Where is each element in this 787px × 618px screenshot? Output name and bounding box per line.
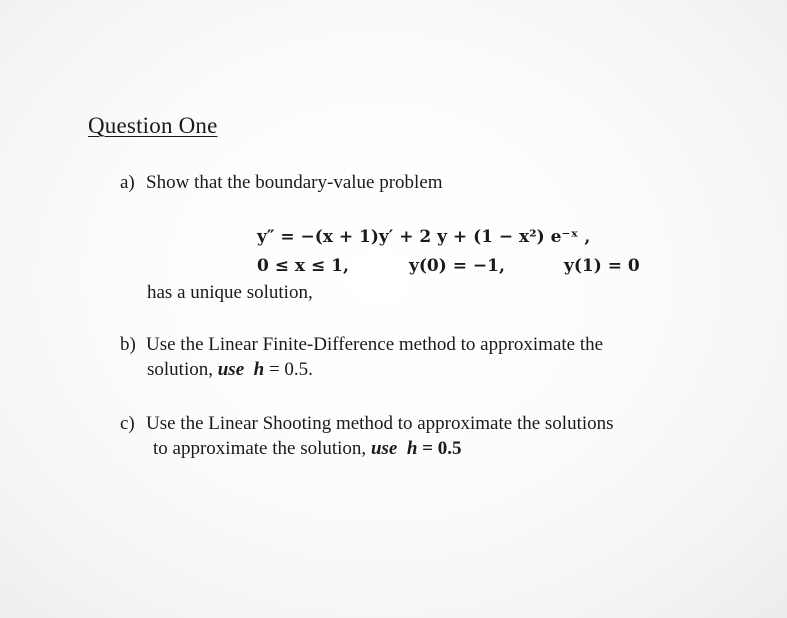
part-b-line2 (147, 359, 313, 381)
part-c-line1: Use the Linear Shooting method to approximate the solutions (146, 413, 614, 434)
domain-condition: 0 ≤ x ≤ 1, (257, 256, 349, 276)
part-c (120, 413, 614, 435)
part-a-label: a) (120, 172, 135, 193)
boundary-value-equation: y″ = −(x + 1)y′ + 2 y + (1 − x²) e⁻ˣ , (257, 227, 591, 247)
part-b (120, 334, 603, 356)
part-a-conclusion: has a unique solution, (147, 282, 313, 303)
question-title: Question One (88, 113, 218, 138)
part-b-use: use (217, 359, 245, 380)
part-c-h: h (406, 438, 418, 459)
part-a (120, 172, 443, 194)
part-c-line2-prefix: to approximate the solution, (153, 438, 371, 459)
part-b-h: h (253, 359, 265, 380)
part-c-use: use (370, 438, 398, 459)
right-boundary-condition: y(1) = 0 (564, 256, 640, 276)
part-c-h-value: = 0.5 (417, 438, 462, 459)
part-c-label: c) (120, 413, 135, 434)
part-b-line2-prefix: solution, (147, 359, 218, 380)
part-b-h-value: = 0.5. (264, 359, 313, 380)
part-c-line2 (153, 438, 462, 460)
part-b-line1: Use the Linear Finite-Difference method to approximate the (146, 334, 604, 355)
part-b-label: b) (120, 334, 136, 355)
left-boundary-condition: y(0) = −1, (409, 256, 505, 276)
part-a-text: Show that the boundary-value problem (146, 172, 443, 193)
